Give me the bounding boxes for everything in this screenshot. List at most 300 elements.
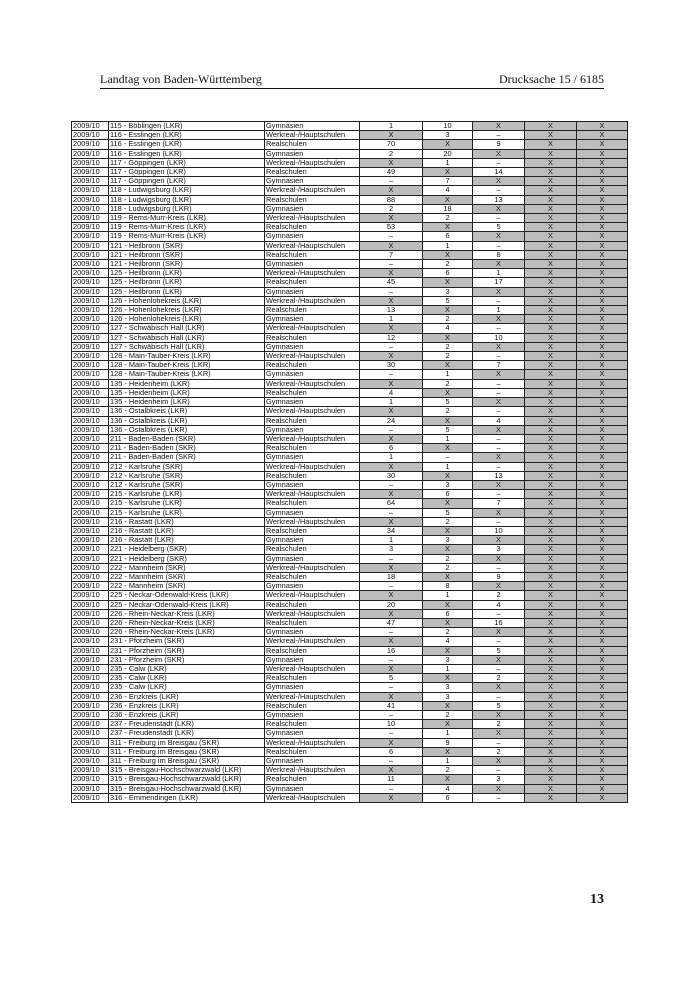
district-cell: 226 - Rhein-Neckar-Kreis (LKR)	[109, 628, 265, 637]
value-cell-3: 8	[473, 250, 525, 259]
year-cell: 2009/10	[72, 701, 109, 710]
value-cell-2: 6	[423, 490, 473, 499]
value-cell-3: –	[473, 388, 525, 397]
district-cell: 121 - Heilbronn (SKR)	[109, 241, 265, 250]
school-type-cell: Realschulen	[265, 250, 360, 259]
value-cell-5: X	[577, 711, 628, 720]
value-cell-2: X	[423, 775, 473, 784]
value-cell-4: X	[525, 361, 577, 370]
value-cell-3: –	[473, 462, 525, 471]
value-cell-2: 9	[423, 738, 473, 747]
value-cell-5: X	[577, 388, 628, 397]
district-cell: 136 - Ostalbkreis (LKR)	[109, 425, 265, 434]
value-cell-1: –	[360, 655, 423, 664]
value-cell-2: 6	[423, 609, 473, 618]
value-cell-5: X	[577, 674, 628, 683]
school-type-cell: Gymnasien	[265, 582, 360, 591]
value-cell-3: X	[473, 398, 525, 407]
table-row	[72, 582, 628, 591]
year-cell: 2009/10	[72, 379, 109, 388]
value-cell-5: X	[577, 232, 628, 241]
school-type-cell: Realschulen	[265, 499, 360, 508]
value-cell-3: 5	[473, 701, 525, 710]
school-type-cell: Gymnasien	[265, 398, 360, 407]
table-row	[72, 352, 628, 361]
year-cell: 2009/10	[72, 232, 109, 241]
value-cell-4: X	[525, 499, 577, 508]
value-cell-4: X	[525, 646, 577, 655]
year-cell: 2009/10	[72, 140, 109, 149]
value-cell-1: X	[360, 407, 423, 416]
value-cell-3: 2	[473, 674, 525, 683]
value-cell-2: 4	[423, 637, 473, 646]
value-cell-1: X	[360, 609, 423, 618]
value-cell-3: 5	[473, 646, 525, 655]
value-cell-5: X	[577, 701, 628, 710]
value-cell-2: 6	[423, 232, 473, 241]
header-document-number: Drucksache 15 / 6185	[499, 72, 604, 86]
school-type-cell: Werkreal-/Hauptschulen	[265, 591, 360, 600]
value-cell-5: X	[577, 628, 628, 637]
value-cell-3: 4	[473, 600, 525, 609]
table-row	[72, 766, 628, 775]
year-cell: 2009/10	[72, 278, 109, 287]
year-cell: 2009/10	[72, 628, 109, 637]
value-cell-4: X	[525, 674, 577, 683]
value-cell-1: X	[360, 186, 423, 195]
table-row	[72, 204, 628, 213]
year-cell: 2009/10	[72, 250, 109, 259]
value-cell-4: X	[525, 775, 577, 784]
value-cell-4: X	[525, 582, 577, 591]
school-type-cell: Werkreal-/Hauptschulen	[265, 738, 360, 747]
year-cell: 2009/10	[72, 545, 109, 554]
value-cell-5: X	[577, 149, 628, 158]
table-row	[72, 122, 628, 131]
value-cell-5: X	[577, 729, 628, 738]
table-row	[72, 572, 628, 581]
value-cell-2: 2	[423, 315, 473, 324]
value-cell-5: X	[577, 655, 628, 664]
table-row	[72, 333, 628, 342]
value-cell-3: –	[473, 692, 525, 701]
year-cell: 2009/10	[72, 131, 109, 140]
district-cell: 231 - Pforzheim (SKR)	[109, 646, 265, 655]
value-cell-5: X	[577, 508, 628, 517]
value-cell-4: X	[525, 352, 577, 361]
district-cell: 116 - Esslingen (LKR)	[109, 131, 265, 140]
value-cell-5: X	[577, 214, 628, 223]
value-cell-3: –	[473, 444, 525, 453]
year-cell: 2009/10	[72, 195, 109, 204]
table-row	[72, 711, 628, 720]
value-cell-1: 30	[360, 471, 423, 480]
value-cell-4: X	[525, 287, 577, 296]
school-type-cell: Werkreal-/Hauptschulen	[265, 637, 360, 646]
value-cell-2: 2	[423, 379, 473, 388]
school-type-cell: Werkreal-/Hauptschulen	[265, 296, 360, 305]
district-cell: 315 - Breisgau-Hochschwarzwald (LKR)	[109, 775, 265, 784]
year-cell: 2009/10	[72, 122, 109, 131]
value-cell-3: X	[473, 287, 525, 296]
year-cell: 2009/10	[72, 766, 109, 775]
value-cell-5: X	[577, 324, 628, 333]
value-cell-1: 10	[360, 720, 423, 729]
value-cell-2: 1	[423, 462, 473, 471]
value-cell-3: X	[473, 711, 525, 720]
table-row	[72, 287, 628, 296]
value-cell-3: –	[473, 609, 525, 618]
value-cell-1: –	[360, 287, 423, 296]
year-cell: 2009/10	[72, 453, 109, 462]
school-type-cell: Gymnasien	[265, 425, 360, 434]
value-cell-2: 3	[423, 683, 473, 692]
school-type-cell: Werkreal-/Hauptschulen	[265, 407, 360, 416]
value-cell-5: X	[577, 140, 628, 149]
school-type-cell: Gymnasien	[265, 204, 360, 213]
table-body	[72, 122, 628, 803]
value-cell-5: X	[577, 333, 628, 342]
value-cell-5: X	[577, 536, 628, 545]
value-cell-4: X	[525, 757, 577, 766]
value-cell-1: 53	[360, 223, 423, 232]
school-type-cell: Realschulen	[265, 333, 360, 342]
value-cell-2: 2	[423, 563, 473, 572]
value-cell-2: X	[423, 306, 473, 315]
value-cell-2: 18	[423, 204, 473, 213]
value-cell-4: X	[525, 572, 577, 581]
value-cell-2: X	[423, 388, 473, 397]
value-cell-5: X	[577, 554, 628, 563]
value-cell-1: 1	[360, 398, 423, 407]
year-cell: 2009/10	[72, 582, 109, 591]
district-cell: 226 - Rhein-Neckar-Kreis (LKR)	[109, 618, 265, 627]
value-cell-2: X	[423, 333, 473, 342]
value-cell-1: 30	[360, 361, 423, 370]
value-cell-2: X	[423, 416, 473, 425]
value-cell-5: X	[577, 738, 628, 747]
table-row	[72, 315, 628, 324]
district-cell: 118 - Ludwigsburg (LKR)	[109, 186, 265, 195]
table-row	[72, 434, 628, 443]
year-cell: 2009/10	[72, 563, 109, 572]
value-cell-4: X	[525, 637, 577, 646]
value-cell-5: X	[577, 471, 628, 480]
value-cell-5: X	[577, 757, 628, 766]
value-cell-1: X	[360, 738, 423, 747]
table-row	[72, 278, 628, 287]
value-cell-3: 7	[473, 361, 525, 370]
value-cell-5: X	[577, 444, 628, 453]
value-cell-3: 1	[473, 269, 525, 278]
school-type-cell: Gymnasien	[265, 232, 360, 241]
value-cell-4: X	[525, 618, 577, 627]
table-row	[72, 444, 628, 453]
table-row	[72, 526, 628, 535]
value-cell-2: 2	[423, 260, 473, 269]
value-cell-3: X	[473, 554, 525, 563]
value-cell-1: –	[360, 628, 423, 637]
year-cell: 2009/10	[72, 775, 109, 784]
value-cell-5: X	[577, 352, 628, 361]
value-cell-1: 1	[360, 315, 423, 324]
value-cell-3: –	[473, 352, 525, 361]
school-type-cell: Realschulen	[265, 140, 360, 149]
value-cell-2: X	[423, 195, 473, 204]
school-statistics-table	[71, 121, 628, 803]
table-row	[72, 168, 628, 177]
value-cell-2: 5	[423, 425, 473, 434]
value-cell-4: X	[525, 766, 577, 775]
district-cell: 125 - Heilbronn (LKR)	[109, 287, 265, 296]
district-cell: 135 - Heidenheim (LKR)	[109, 398, 265, 407]
value-cell-5: X	[577, 278, 628, 287]
value-cell-5: X	[577, 591, 628, 600]
year-cell: 2009/10	[72, 370, 109, 379]
value-cell-1: X	[360, 158, 423, 167]
table-row	[72, 692, 628, 701]
value-cell-2: 4	[423, 784, 473, 793]
value-cell-4: X	[525, 600, 577, 609]
value-cell-4: X	[525, 204, 577, 213]
district-cell: 136 - Ostalbkreis (LKR)	[109, 416, 265, 425]
value-cell-1: X	[360, 214, 423, 223]
district-cell: 125 - Heilbronn (LKR)	[109, 269, 265, 278]
value-cell-2: –	[423, 453, 473, 462]
value-cell-4: X	[525, 453, 577, 462]
value-cell-3: X	[473, 582, 525, 591]
value-cell-2: 6	[423, 793, 473, 802]
table-row	[72, 306, 628, 315]
district-cell: 127 - Schwäbisch Hall (LKR)	[109, 342, 265, 351]
year-cell: 2009/10	[72, 388, 109, 397]
year-cell: 2009/10	[72, 738, 109, 747]
district-cell: 225 - Neckar-Odenwald-Kreis (LKR)	[109, 600, 265, 609]
value-cell-1: 11	[360, 775, 423, 784]
header-title: Landtag von Baden-Württemberg	[100, 72, 262, 86]
district-cell: 235 - Calw (LKR)	[109, 683, 265, 692]
value-cell-4: X	[525, 729, 577, 738]
value-cell-4: X	[525, 517, 577, 526]
value-cell-3: –	[473, 158, 525, 167]
value-cell-1: X	[360, 296, 423, 305]
value-cell-4: X	[525, 471, 577, 480]
value-cell-2: X	[423, 572, 473, 581]
value-cell-4: X	[525, 683, 577, 692]
school-type-cell: Realschulen	[265, 701, 360, 710]
year-cell: 2009/10	[72, 591, 109, 600]
district-cell: 211 - Baden-Baden (SKR)	[109, 444, 265, 453]
value-cell-2: 3	[423, 655, 473, 664]
district-cell: 231 - Pforzheim (SKR)	[109, 655, 265, 664]
district-cell: 119 - Rems-Murr-Kreis (LKR)	[109, 223, 265, 232]
district-cell: 125 - Heilbronn (LKR)	[109, 278, 265, 287]
value-cell-5: X	[577, 416, 628, 425]
district-cell: 222 - Mannheim (SKR)	[109, 572, 265, 581]
value-cell-3: –	[473, 490, 525, 499]
table-row	[72, 757, 628, 766]
table-row	[72, 370, 628, 379]
table-row	[72, 342, 628, 351]
value-cell-4: X	[525, 241, 577, 250]
value-cell-2: 1	[423, 370, 473, 379]
year-cell: 2009/10	[72, 646, 109, 655]
value-cell-4: X	[525, 186, 577, 195]
value-cell-3: X	[473, 628, 525, 637]
value-cell-5: X	[577, 490, 628, 499]
value-cell-3: X	[473, 729, 525, 738]
value-cell-5: X	[577, 306, 628, 315]
year-cell: 2009/10	[72, 683, 109, 692]
year-cell: 2009/10	[72, 352, 109, 361]
value-cell-3: –	[473, 738, 525, 747]
table-row	[72, 775, 628, 784]
value-cell-3: X	[473, 315, 525, 324]
school-type-cell: Realschulen	[265, 223, 360, 232]
district-cell: 212 - Karlsruhe (SKR)	[109, 462, 265, 471]
district-cell: 117 - Göppingen (LKR)	[109, 158, 265, 167]
district-cell: 311 - Freiburg im Breisgau (SKR)	[109, 757, 265, 766]
page-header	[100, 72, 604, 89]
year-cell: 2009/10	[72, 554, 109, 563]
district-cell: 117 - Göppingen (LKR)	[109, 177, 265, 186]
value-cell-4: X	[525, 260, 577, 269]
school-type-cell: Gymnasien	[265, 784, 360, 793]
value-cell-1: X	[360, 517, 423, 526]
table-row	[72, 536, 628, 545]
value-cell-1: 70	[360, 140, 423, 149]
value-cell-1: X	[360, 352, 423, 361]
value-cell-5: X	[577, 296, 628, 305]
year-cell: 2009/10	[72, 711, 109, 720]
year-cell: 2009/10	[72, 204, 109, 213]
table-row	[72, 462, 628, 471]
table-row	[72, 701, 628, 710]
year-cell: 2009/10	[72, 480, 109, 489]
value-cell-5: X	[577, 692, 628, 701]
school-type-cell: Gymnasien	[265, 149, 360, 158]
value-cell-4: X	[525, 177, 577, 186]
table-row	[72, 563, 628, 572]
value-cell-2: X	[423, 545, 473, 554]
district-cell: 215 - Karlsruhe (LKR)	[109, 508, 265, 517]
table-row	[72, 453, 628, 462]
year-cell: 2009/10	[72, 720, 109, 729]
value-cell-3: X	[473, 177, 525, 186]
year-cell: 2009/10	[72, 296, 109, 305]
school-type-cell: Gymnasien	[265, 315, 360, 324]
value-cell-5: X	[577, 407, 628, 416]
value-cell-5: X	[577, 600, 628, 609]
district-cell: 121 - Heilbronn (SKR)	[109, 250, 265, 259]
year-cell: 2009/10	[72, 287, 109, 296]
year-cell: 2009/10	[72, 158, 109, 167]
value-cell-5: X	[577, 526, 628, 535]
table-row	[72, 655, 628, 664]
school-type-cell: Werkreal-/Hauptschulen	[265, 434, 360, 443]
table-row	[72, 499, 628, 508]
value-cell-2: 1	[423, 591, 473, 600]
school-type-cell: Werkreal-/Hauptschulen	[265, 379, 360, 388]
table-row	[72, 664, 628, 673]
district-cell: 116 - Esslingen (LKR)	[109, 140, 265, 149]
value-cell-5: X	[577, 168, 628, 177]
school-type-cell: Werkreal-/Hauptschulen	[265, 131, 360, 140]
value-cell-4: X	[525, 793, 577, 802]
district-cell: 316 - Emmendingen (LKR)	[109, 793, 265, 802]
table-row	[72, 214, 628, 223]
value-cell-3: –	[473, 324, 525, 333]
year-cell: 2009/10	[72, 692, 109, 701]
value-cell-5: X	[577, 241, 628, 250]
school-type-cell: Gymnasien	[265, 480, 360, 489]
table-row	[72, 674, 628, 683]
value-cell-4: X	[525, 720, 577, 729]
year-cell: 2009/10	[72, 572, 109, 581]
value-cell-3: –	[473, 407, 525, 416]
value-cell-2: 2	[423, 352, 473, 361]
school-type-cell: Werkreal-/Hauptschulen	[265, 269, 360, 278]
value-cell-3: 10	[473, 526, 525, 535]
value-cell-1: X	[360, 324, 423, 333]
value-cell-4: X	[525, 563, 577, 572]
table-row	[72, 223, 628, 232]
value-cell-1: X	[360, 563, 423, 572]
value-cell-4: X	[525, 315, 577, 324]
value-cell-5: X	[577, 664, 628, 673]
value-cell-5: X	[577, 517, 628, 526]
year-cell: 2009/10	[72, 342, 109, 351]
district-cell: 121 - Heilbronn (SKR)	[109, 260, 265, 269]
year-cell: 2009/10	[72, 747, 109, 756]
year-cell: 2009/10	[72, 223, 109, 232]
year-cell: 2009/10	[72, 793, 109, 802]
school-type-cell: Gymnasien	[265, 757, 360, 766]
value-cell-3: 3	[473, 775, 525, 784]
district-cell: 215 - Karlsruhe (LKR)	[109, 490, 265, 499]
value-cell-1: –	[360, 683, 423, 692]
district-cell: 311 - Freiburg im Breisgau (SKR)	[109, 738, 265, 747]
year-cell: 2009/10	[72, 361, 109, 370]
district-cell: 212 - Karlsruhe (SKR)	[109, 471, 265, 480]
school-type-cell: Gymnasien	[265, 554, 360, 563]
district-cell: 235 - Calw (LKR)	[109, 664, 265, 673]
table-row	[72, 250, 628, 259]
table-row	[72, 554, 628, 563]
value-cell-1: 64	[360, 499, 423, 508]
value-cell-5: X	[577, 223, 628, 232]
value-cell-2: X	[423, 444, 473, 453]
value-cell-2: 2	[423, 407, 473, 416]
table-row	[72, 186, 628, 195]
table-row	[72, 545, 628, 554]
school-type-cell: Gymnasien	[265, 260, 360, 269]
value-cell-2: X	[423, 701, 473, 710]
year-cell: 2009/10	[72, 618, 109, 627]
value-cell-2: 6	[423, 269, 473, 278]
district-cell: 211 - Baden-Baden (SKR)	[109, 434, 265, 443]
value-cell-3: –	[473, 793, 525, 802]
district-cell: 215 - Karlsruhe (LKR)	[109, 499, 265, 508]
table-row	[72, 480, 628, 489]
value-cell-3: –	[473, 131, 525, 140]
value-cell-3: X	[473, 370, 525, 379]
value-cell-1: –	[360, 232, 423, 241]
value-cell-1: X	[360, 793, 423, 802]
district-cell: 119 - Rems-Murr-Kreis (LKR)	[109, 214, 265, 223]
value-cell-5: X	[577, 582, 628, 591]
school-type-cell: Gymnasien	[265, 508, 360, 517]
